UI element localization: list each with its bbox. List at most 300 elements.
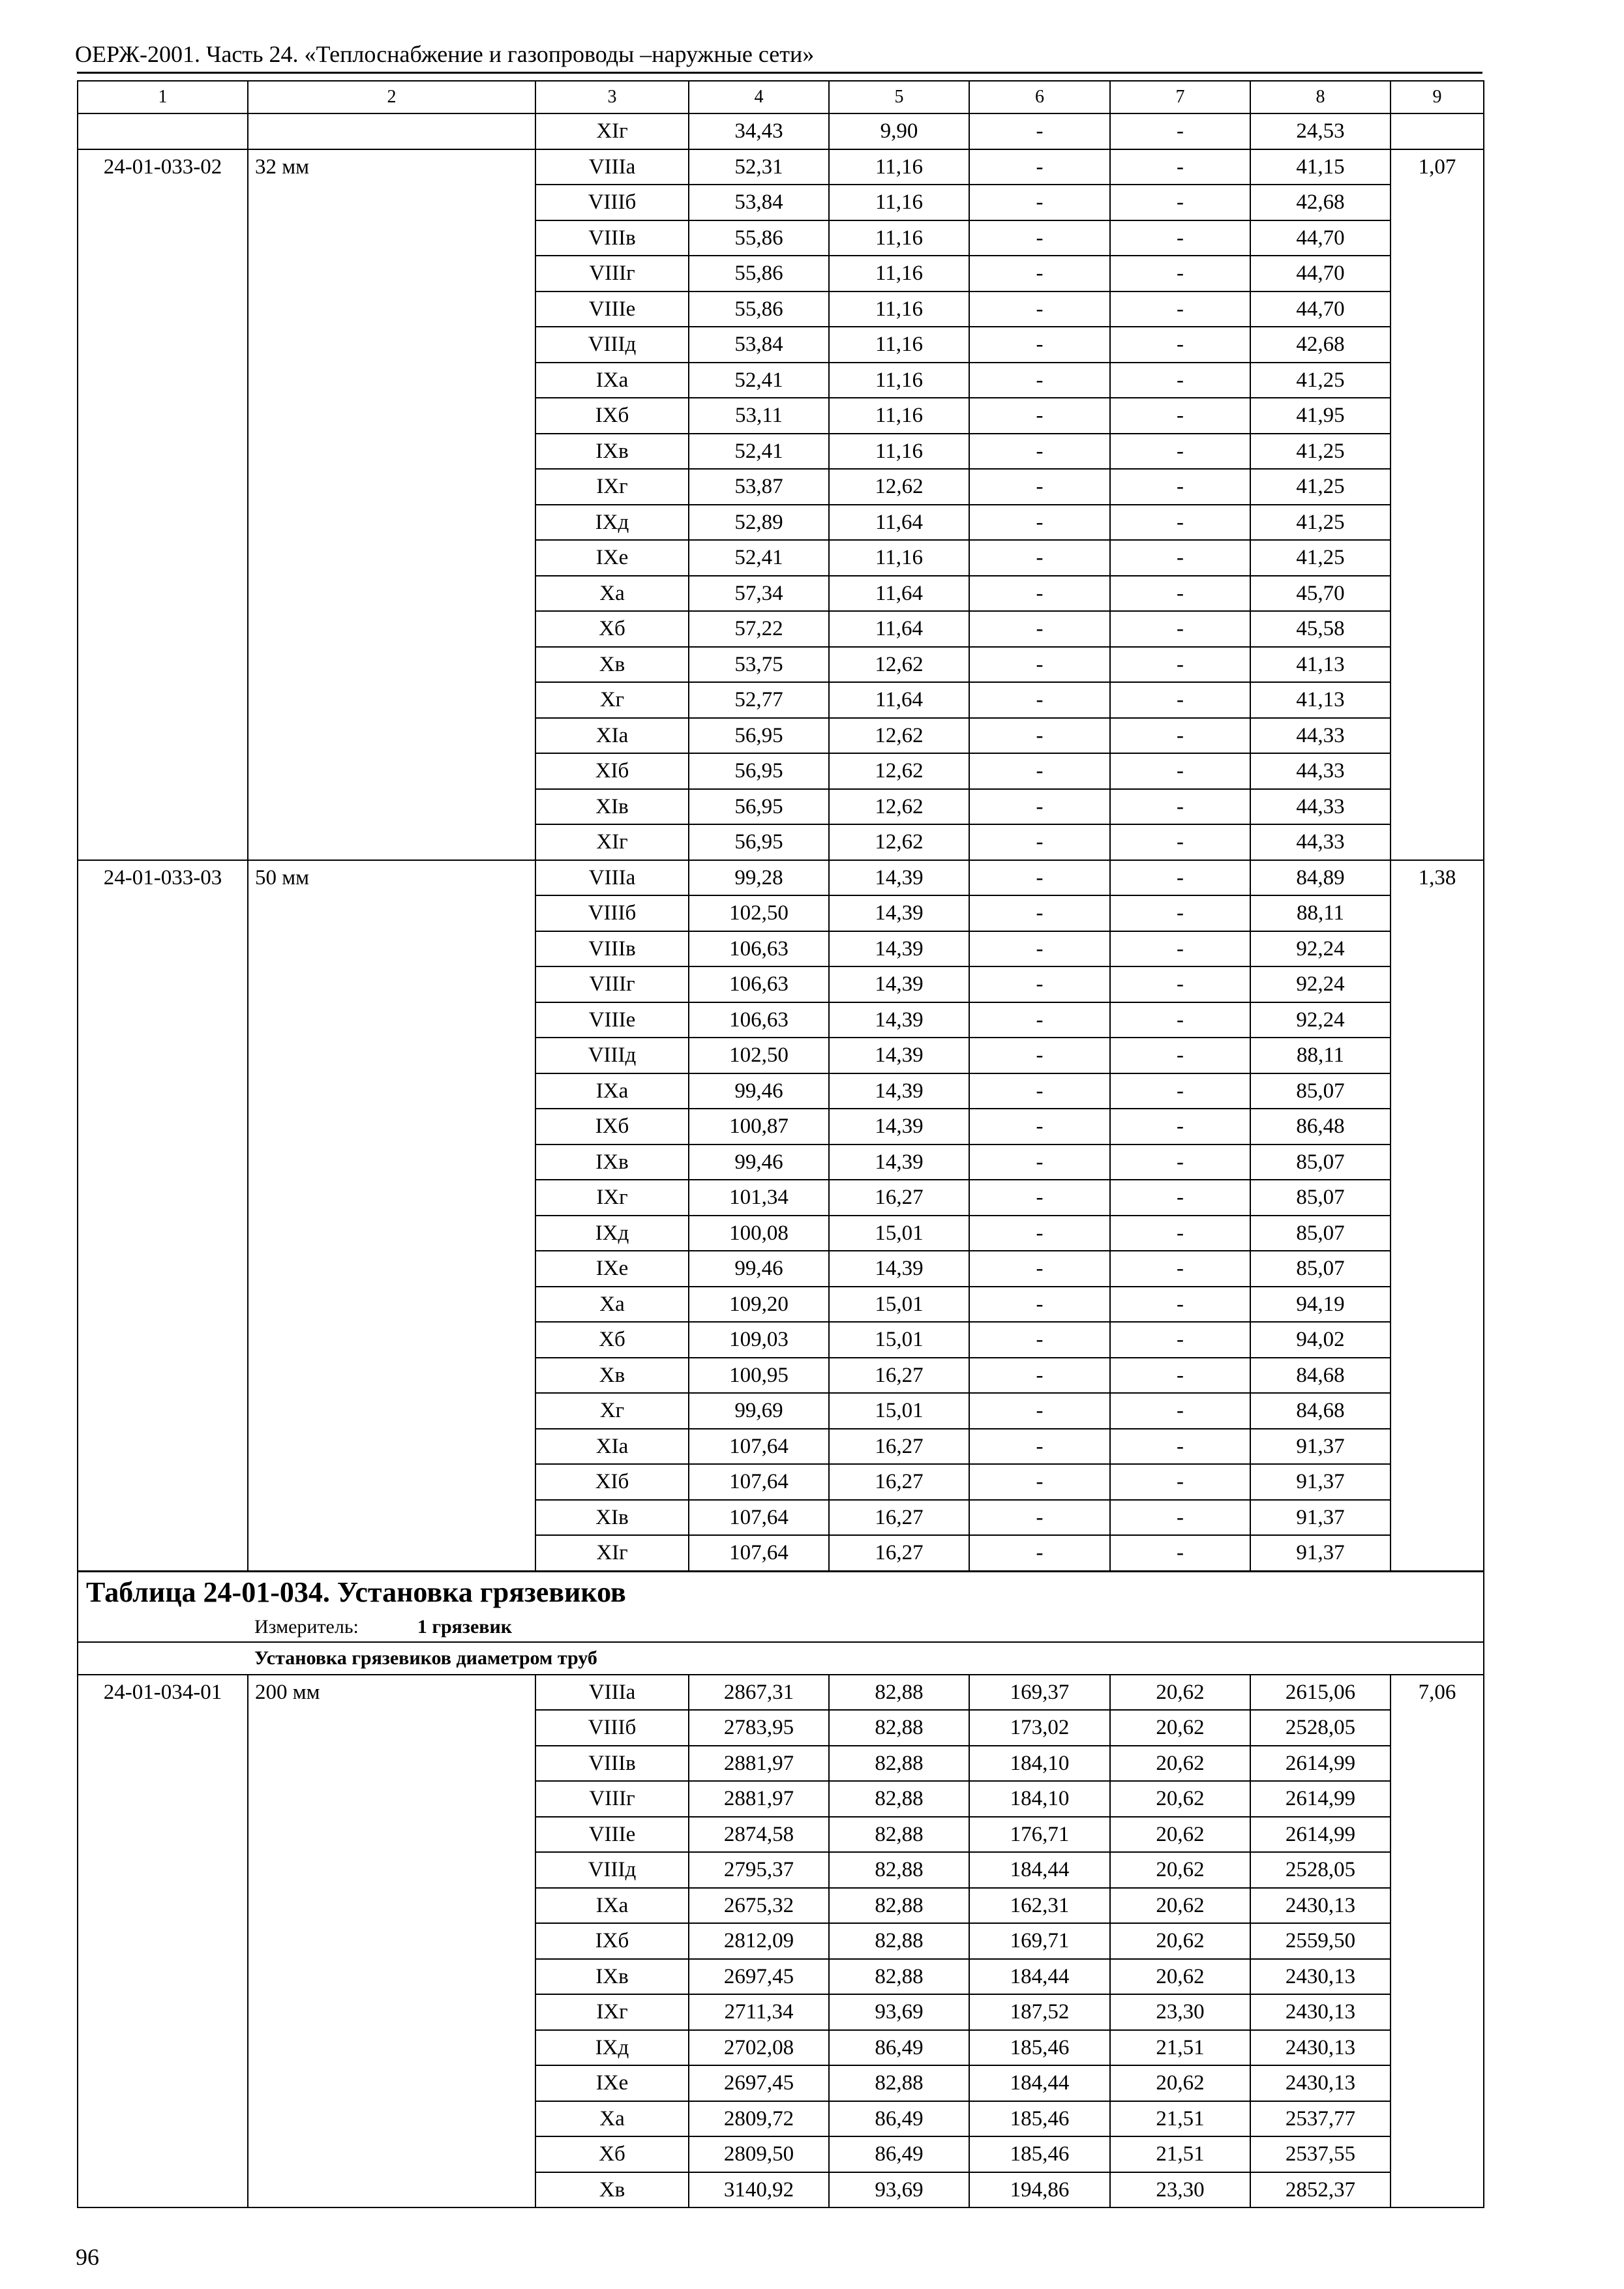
value-cell: - xyxy=(969,220,1110,256)
column-number: 4 xyxy=(689,81,829,113)
name-cell: 32 мм xyxy=(248,149,535,185)
col9-cell xyxy=(1391,1464,1484,1500)
code-cell xyxy=(78,1216,248,1251)
value-cell: 162,31 xyxy=(969,1888,1110,1924)
value-cell: 184,10 xyxy=(969,1746,1110,1782)
value-cell: 21,51 xyxy=(1110,2101,1250,2137)
value-cell: - xyxy=(969,540,1110,576)
value-cell: 94,19 xyxy=(1250,1287,1391,1323)
code-cell xyxy=(78,1144,248,1180)
code-cell xyxy=(78,1322,248,1358)
value-cell: - xyxy=(1110,718,1250,754)
name-cell xyxy=(248,1923,535,1959)
zone-cell: Xб xyxy=(535,611,689,647)
value-cell: 2559,50 xyxy=(1250,1923,1391,1959)
zone-cell: XIв xyxy=(535,1500,689,1536)
value-cell: 187,52 xyxy=(969,1994,1110,2030)
value-cell: 92,24 xyxy=(1250,931,1391,967)
value-cell: - xyxy=(1110,398,1250,434)
col9-cell xyxy=(1391,2030,1484,2066)
value-cell: 93,69 xyxy=(829,2172,969,2208)
code-cell: 24-01-033-02 xyxy=(78,149,248,185)
zone-cell: XIа xyxy=(535,1429,689,1465)
code-cell xyxy=(78,1002,248,1038)
value-cell: - xyxy=(969,1287,1110,1323)
value-cell: 12,62 xyxy=(829,789,969,825)
table-row xyxy=(78,824,1484,860)
zone-cell: VIIIв xyxy=(535,1746,689,1782)
table-row xyxy=(78,1180,1484,1216)
value-cell: 82,88 xyxy=(829,1852,969,1888)
name-cell xyxy=(248,2172,535,2208)
zone-cell: VIIIа xyxy=(535,1675,689,1711)
value-cell: 2702,08 xyxy=(689,2030,829,2066)
value-cell: 84,68 xyxy=(1250,1393,1391,1429)
col9-cell xyxy=(1391,1959,1484,1995)
table-row xyxy=(78,647,1484,683)
value-cell: - xyxy=(1110,647,1250,683)
code-cell xyxy=(78,789,248,825)
table-row xyxy=(78,1393,1484,1429)
value-cell: - xyxy=(969,256,1110,292)
name-cell xyxy=(248,185,535,220)
table-row xyxy=(78,2136,1484,2172)
table-row xyxy=(78,1216,1484,1251)
column-number: 5 xyxy=(829,81,969,113)
value-cell: - xyxy=(969,1322,1110,1358)
value-cell: 169,37 xyxy=(969,1675,1110,1711)
value-cell: 82,88 xyxy=(829,1781,969,1817)
value-cell: 16,27 xyxy=(829,1180,969,1216)
value-cell: 107,64 xyxy=(689,1464,829,1500)
value-cell: 91,37 xyxy=(1250,1500,1391,1536)
value-cell: 11,16 xyxy=(829,256,969,292)
value-cell: 2783,95 xyxy=(689,1710,829,1746)
col9-cell: 1,07 xyxy=(1391,149,1484,185)
code-cell xyxy=(78,256,248,292)
col9-cell xyxy=(1391,1500,1484,1536)
table-row xyxy=(78,1710,1484,1746)
value-cell: 2809,50 xyxy=(689,2136,829,2172)
value-cell: 15,01 xyxy=(829,1216,969,1251)
value-cell: - xyxy=(1110,1393,1250,1429)
zone-cell: VIIIб xyxy=(535,895,689,931)
zone-cell: IXа xyxy=(535,1073,689,1109)
value-cell: 2697,45 xyxy=(689,2065,829,2101)
code-cell xyxy=(78,2172,248,2208)
value-cell: 16,27 xyxy=(829,1464,969,1500)
value-cell: 44,33 xyxy=(1250,753,1391,789)
table-row xyxy=(78,1144,1484,1180)
value-cell: 2795,37 xyxy=(689,1852,829,1888)
col9-cell xyxy=(1391,540,1484,576)
value-cell: - xyxy=(969,113,1110,149)
value-cell: 14,39 xyxy=(829,1251,969,1287)
col9-cell xyxy=(1391,1888,1484,1924)
col9-cell xyxy=(1391,327,1484,363)
value-cell: 20,62 xyxy=(1110,1852,1250,1888)
page-number: 96 xyxy=(76,2244,99,2270)
col9-cell xyxy=(1391,895,1484,931)
code-cell xyxy=(78,1393,248,1429)
value-cell: 56,95 xyxy=(689,753,829,789)
name-cell xyxy=(248,1073,535,1109)
value-cell: - xyxy=(969,753,1110,789)
value-cell: 82,88 xyxy=(829,1959,969,1995)
value-cell: - xyxy=(969,1144,1110,1180)
col9-cell xyxy=(1391,966,1484,1002)
table-row xyxy=(78,682,1484,718)
name-cell xyxy=(248,1888,535,1924)
zone-cell: VIIIг xyxy=(535,966,689,1002)
table-body-033 xyxy=(78,81,1484,1571)
code-cell xyxy=(78,2101,248,2137)
name-cell xyxy=(248,398,535,434)
name-cell xyxy=(248,718,535,754)
column-number-row xyxy=(78,81,1484,113)
code-cell xyxy=(78,1817,248,1853)
value-cell: 56,95 xyxy=(689,824,829,860)
code-cell xyxy=(78,292,248,327)
value-cell: 2430,13 xyxy=(1250,2065,1391,2101)
code-cell xyxy=(78,1180,248,1216)
name-cell xyxy=(248,1144,535,1180)
col9-cell xyxy=(1391,1216,1484,1251)
value-cell: 184,10 xyxy=(969,1781,1110,1817)
table-row xyxy=(78,1888,1484,1924)
value-cell: 55,86 xyxy=(689,256,829,292)
value-cell: - xyxy=(969,1535,1110,1571)
zone-cell: XIг xyxy=(535,1535,689,1571)
value-cell: 100,95 xyxy=(689,1358,829,1394)
name-cell xyxy=(248,1746,535,1782)
measure-cell xyxy=(78,1613,1484,1642)
code-cell xyxy=(78,220,248,256)
value-cell: 2615,06 xyxy=(1250,1675,1391,1711)
value-cell: 93,69 xyxy=(829,1994,969,2030)
name-cell: 200 мм xyxy=(248,1675,535,1711)
table-row xyxy=(78,292,1484,327)
value-cell: - xyxy=(1110,1073,1250,1109)
zone-cell: IXд xyxy=(535,2030,689,2066)
value-cell: - xyxy=(969,434,1110,470)
name-cell xyxy=(248,966,535,1002)
col9-cell xyxy=(1391,1038,1484,1073)
value-cell: 20,62 xyxy=(1110,1675,1250,1711)
value-cell: 86,49 xyxy=(829,2136,969,2172)
table-row xyxy=(78,1287,1484,1323)
code-cell xyxy=(78,966,248,1002)
name-cell xyxy=(248,1038,535,1073)
value-cell: 92,24 xyxy=(1250,966,1391,1002)
zone-cell: XIа xyxy=(535,718,689,754)
table-body-034 xyxy=(78,1675,1484,2208)
zone-cell: IXб xyxy=(535,1923,689,1959)
zone-cell: IXе xyxy=(535,540,689,576)
value-cell: 100,08 xyxy=(689,1216,829,1251)
value-cell: 15,01 xyxy=(829,1287,969,1323)
col9-cell xyxy=(1391,682,1484,718)
col9-cell xyxy=(1391,113,1484,149)
value-cell: - xyxy=(969,327,1110,363)
name-cell xyxy=(248,2065,535,2101)
code-cell xyxy=(78,1287,248,1323)
header-rule xyxy=(77,72,1482,74)
col9-cell xyxy=(1391,1746,1484,1782)
value-cell: 41,25 xyxy=(1250,434,1391,470)
value-cell: 102,50 xyxy=(689,1038,829,1073)
value-cell: - xyxy=(1110,753,1250,789)
value-cell: 88,11 xyxy=(1250,1038,1391,1073)
value-cell: 85,07 xyxy=(1250,1073,1391,1109)
value-cell: 11,64 xyxy=(829,611,969,647)
value-cell: 2852,37 xyxy=(1250,2172,1391,2208)
value-cell: 184,44 xyxy=(969,2065,1110,2101)
table-row xyxy=(78,1746,1484,1782)
value-cell: 11,16 xyxy=(829,398,969,434)
name-cell xyxy=(248,1500,535,1536)
zone-cell: VIIIд xyxy=(535,327,689,363)
table-row xyxy=(78,1109,1484,1144)
value-cell: 16,27 xyxy=(829,1535,969,1571)
code-cell xyxy=(78,113,248,149)
name-cell xyxy=(248,789,535,825)
value-cell: - xyxy=(969,1216,1110,1251)
value-cell: 82,88 xyxy=(829,1817,969,1853)
name-cell xyxy=(248,1429,535,1465)
value-cell: - xyxy=(1110,576,1250,612)
value-cell: - xyxy=(969,1073,1110,1109)
value-cell: 20,62 xyxy=(1110,2065,1250,2101)
zone-cell: Xг xyxy=(535,682,689,718)
value-cell: - xyxy=(1110,1358,1250,1394)
table-row xyxy=(78,2101,1484,2137)
value-cell: - xyxy=(1110,1535,1250,1571)
value-cell: 23,30 xyxy=(1110,1994,1250,2030)
col9-cell xyxy=(1391,2065,1484,2101)
code-cell xyxy=(78,824,248,860)
col9-cell xyxy=(1391,753,1484,789)
zone-cell: Xг xyxy=(535,1393,689,1429)
code-cell xyxy=(78,1746,248,1782)
zone-cell: Xв xyxy=(535,647,689,683)
name-cell xyxy=(248,1216,535,1251)
value-cell: 2537,55 xyxy=(1250,2136,1391,2172)
zone-cell: Xа xyxy=(535,576,689,612)
value-cell: 184,44 xyxy=(969,1959,1110,1995)
zone-cell: XIв xyxy=(535,789,689,825)
code-cell xyxy=(78,1358,248,1394)
value-cell: - xyxy=(1110,931,1250,967)
value-cell: 55,86 xyxy=(689,292,829,327)
value-cell: 41,95 xyxy=(1250,398,1391,434)
value-cell: - xyxy=(1110,434,1250,470)
zone-cell: IXд xyxy=(535,1216,689,1251)
value-cell: 173,02 xyxy=(969,1710,1110,1746)
table-row xyxy=(78,2065,1484,2101)
value-cell: - xyxy=(969,1180,1110,1216)
value-cell: 91,37 xyxy=(1250,1429,1391,1465)
value-cell: - xyxy=(969,1464,1110,1500)
name-cell xyxy=(248,1535,535,1571)
value-cell: 11,64 xyxy=(829,682,969,718)
zone-cell: VIIIб xyxy=(535,185,689,220)
name-cell xyxy=(248,220,535,256)
value-cell: 53,84 xyxy=(689,327,829,363)
name-cell xyxy=(248,469,535,505)
value-cell: - xyxy=(969,931,1110,967)
column-number: 2 xyxy=(248,81,535,113)
value-cell: 2812,09 xyxy=(689,1923,829,1959)
value-cell: 41,15 xyxy=(1250,149,1391,185)
value-cell: 11,16 xyxy=(829,220,969,256)
table-row xyxy=(78,1429,1484,1465)
value-cell: - xyxy=(1110,469,1250,505)
zone-cell: Xа xyxy=(535,1287,689,1323)
value-cell: - xyxy=(969,1429,1110,1465)
name-cell xyxy=(248,2136,535,2172)
value-cell: 82,88 xyxy=(829,1923,969,1959)
name-cell xyxy=(248,576,535,612)
code-cell xyxy=(78,1429,248,1465)
value-cell: - xyxy=(969,966,1110,1002)
value-cell: - xyxy=(1110,1500,1250,1536)
table-row xyxy=(78,1358,1484,1394)
value-cell: - xyxy=(969,682,1110,718)
code-cell xyxy=(78,1994,248,2030)
value-cell: 11,16 xyxy=(829,149,969,185)
code-cell xyxy=(78,469,248,505)
value-cell: 20,62 xyxy=(1110,1710,1250,1746)
value-cell: 21,51 xyxy=(1110,2030,1250,2066)
value-cell: 14,39 xyxy=(829,860,969,896)
value-cell: - xyxy=(1110,113,1250,149)
col9-cell xyxy=(1391,1817,1484,1853)
table-row xyxy=(78,1781,1484,1817)
value-cell: 100,87 xyxy=(689,1109,829,1144)
value-cell: 14,39 xyxy=(829,931,969,967)
code-cell xyxy=(78,1923,248,1959)
name-cell: 50 мм xyxy=(248,860,535,896)
table-row xyxy=(78,1817,1484,1853)
code-cell xyxy=(78,1073,248,1109)
value-cell: 20,62 xyxy=(1110,1781,1250,1817)
value-cell: - xyxy=(1110,1429,1250,1465)
column-number: 8 xyxy=(1250,81,1391,113)
column-number: 3 xyxy=(535,81,689,113)
value-cell: 52,41 xyxy=(689,434,829,470)
value-cell: 44,70 xyxy=(1250,256,1391,292)
value-cell: 45,58 xyxy=(1250,611,1391,647)
value-cell: - xyxy=(969,292,1110,327)
value-cell: 99,28 xyxy=(689,860,829,896)
zone-cell: IXг xyxy=(535,1994,689,2030)
table-row xyxy=(78,576,1484,612)
value-cell: 2537,77 xyxy=(1250,2101,1391,2137)
zone-cell: IXе xyxy=(535,1251,689,1287)
name-cell xyxy=(248,895,535,931)
table-row xyxy=(78,1923,1484,1959)
value-cell: - xyxy=(1110,149,1250,185)
name-cell xyxy=(248,434,535,470)
col9-cell xyxy=(1391,1994,1484,2030)
value-cell: 2874,58 xyxy=(689,1817,829,1853)
value-cell: 34,43 xyxy=(689,113,829,149)
name-cell xyxy=(248,363,535,398)
zone-cell: VIIIе xyxy=(535,1002,689,1038)
zone-cell: IXв xyxy=(535,434,689,470)
name-cell xyxy=(248,1322,535,1358)
zone-cell: IXе xyxy=(535,2065,689,2101)
value-cell: 23,30 xyxy=(1110,2172,1250,2208)
table-row xyxy=(78,469,1484,505)
value-cell: 2614,99 xyxy=(1250,1746,1391,1782)
table-row xyxy=(78,113,1484,149)
col9-cell xyxy=(1391,1710,1484,1746)
value-cell: 20,62 xyxy=(1110,1817,1250,1853)
zone-cell: Xв xyxy=(535,2172,689,2208)
value-cell: - xyxy=(969,363,1110,398)
zone-cell: VIIIв xyxy=(535,220,689,256)
code-cell xyxy=(78,895,248,931)
value-cell: - xyxy=(969,185,1110,220)
table-row xyxy=(78,753,1484,789)
value-cell: - xyxy=(1110,682,1250,718)
col9-cell xyxy=(1391,824,1484,860)
col9-cell xyxy=(1391,2101,1484,2137)
value-cell: 85,07 xyxy=(1250,1144,1391,1180)
table-row xyxy=(78,611,1484,647)
value-cell: - xyxy=(969,718,1110,754)
col9-cell xyxy=(1391,1251,1484,1287)
col9-cell xyxy=(1391,363,1484,398)
value-cell: 20,62 xyxy=(1110,1959,1250,1995)
code-cell xyxy=(78,753,248,789)
value-cell: 55,86 xyxy=(689,220,829,256)
code-cell xyxy=(78,434,248,470)
value-cell: - xyxy=(1110,1322,1250,1358)
value-cell: 2711,34 xyxy=(689,1994,829,2030)
value-cell: 99,46 xyxy=(689,1073,829,1109)
value-cell: 41,25 xyxy=(1250,505,1391,541)
name-cell xyxy=(248,2101,535,2137)
value-cell: 16,27 xyxy=(829,1500,969,1536)
value-cell: 2614,99 xyxy=(1250,1817,1391,1853)
value-cell: - xyxy=(1110,789,1250,825)
value-cell: - xyxy=(969,824,1110,860)
code-cell xyxy=(78,398,248,434)
zone-cell: VIIIд xyxy=(535,1852,689,1888)
name-cell xyxy=(248,1959,535,1995)
code-cell xyxy=(78,682,248,718)
col9-cell xyxy=(1391,2136,1484,2172)
value-cell: 11,64 xyxy=(829,576,969,612)
value-cell: 12,62 xyxy=(829,718,969,754)
value-cell: 184,44 xyxy=(969,1852,1110,1888)
col9-cell xyxy=(1391,1322,1484,1358)
value-cell: 24,53 xyxy=(1250,113,1391,149)
col9-cell xyxy=(1391,434,1484,470)
column-number: 7 xyxy=(1110,81,1250,113)
value-cell: 42,68 xyxy=(1250,185,1391,220)
value-cell: - xyxy=(969,1002,1110,1038)
col9-cell xyxy=(1391,611,1484,647)
value-cell: 15,01 xyxy=(829,1393,969,1429)
name-cell xyxy=(248,682,535,718)
table-row xyxy=(78,1322,1484,1358)
value-cell: 53,87 xyxy=(689,469,829,505)
code-cell xyxy=(78,1710,248,1746)
